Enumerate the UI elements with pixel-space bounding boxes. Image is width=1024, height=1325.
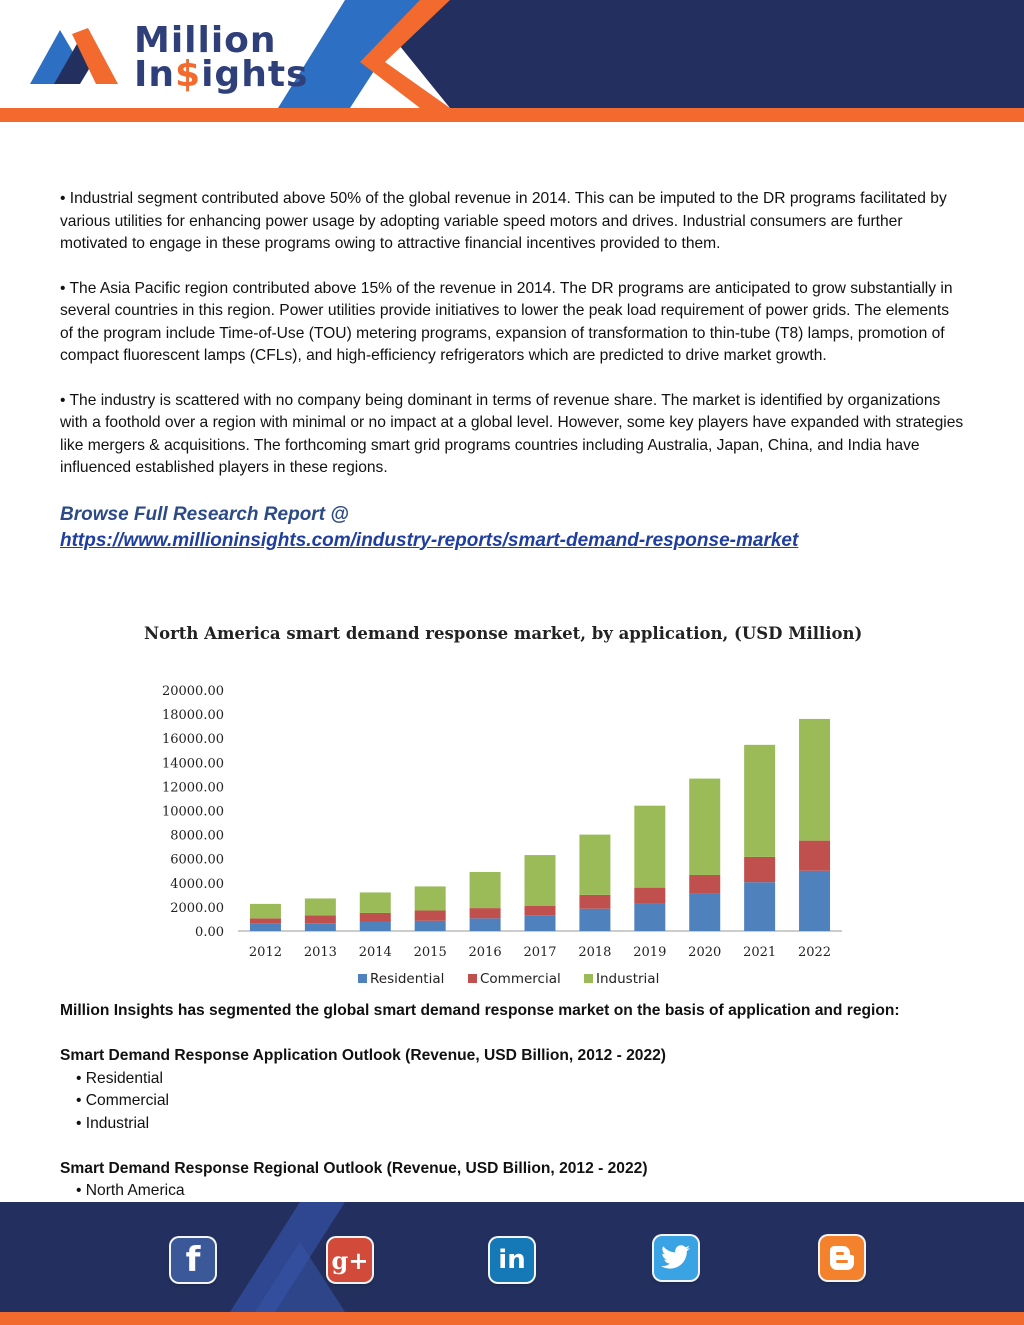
main-content: [60, 188, 965, 554]
x-tick-label: 2013: [303, 945, 337, 960]
bar-residential-2013: [305, 923, 336, 931]
y-tick-label: 20000.00: [161, 684, 224, 699]
bar-commercial-2019: [634, 888, 665, 904]
paragraph-industry: • The industry is scattered with no company being dominant in terms of revenue share. The market is identified by organizations with a foothold over a region with minimal or no impact at a global level. However, some key players have expanded with strategies like mergers & acquisitions. The forthcoming smart grid programs countries including Australia, Japan, China, and India have influenced established players in these regions.: [60, 391, 964, 476]
bar-industrial-2014: [360, 892, 391, 912]
logo-insights-suffix: ights: [201, 54, 309, 95]
x-tick-label: 2020: [688, 945, 722, 960]
x-tick-label: 2016: [468, 945, 502, 960]
bar-industrial-2019: [634, 806, 665, 888]
bar-industrial-2013: [305, 898, 336, 915]
regional-outlook-heading: Smart Demand Response Regional Outlook (Revenue, USD Billion, 2012 - 2022): [60, 1159, 648, 1177]
x-tick-label: 2019: [633, 945, 667, 960]
x-tick-label: 2022: [797, 945, 832, 960]
bar-residential-2016: [470, 918, 501, 931]
y-tick-label: 12000.00: [161, 780, 224, 796]
legend-label-industrial: Industrial: [596, 971, 660, 987]
bar-industrial-2020: [689, 779, 720, 875]
x-tick-label: 2015: [413, 945, 447, 960]
blogger-b-icon: [828, 1244, 856, 1272]
bar-industrial-2012: [250, 904, 281, 918]
y-tick-label: 0.00: [195, 925, 224, 940]
legend-label-commercial: Commercial: [480, 971, 561, 987]
y-tick-label: 18000.00: [161, 708, 224, 724]
bar-residential-2015: [415, 921, 446, 931]
bar-industrial-2016: [470, 872, 501, 908]
google-plus-icon[interactable]: g+: [328, 1238, 372, 1282]
bar-residential-2019: [634, 904, 665, 931]
bar-industrial-2022: [799, 719, 830, 841]
facebook-icon[interactable]: f: [171, 1238, 215, 1282]
y-tick-label: 16000.00: [161, 732, 224, 748]
page-footer: [0, 1202, 1024, 1325]
bar-residential-2012: [250, 924, 281, 931]
bar-residential-2018: [579, 909, 610, 931]
bar-residential-2014: [360, 922, 391, 931]
bar-residential-2017: [525, 915, 556, 931]
y-tick-label: 14000.00: [161, 756, 224, 772]
legend-swatch-residential: [358, 974, 367, 983]
bar-commercial-2014: [360, 913, 391, 922]
bar-commercial-2012: [250, 918, 281, 923]
bar-commercial-2018: [579, 895, 610, 909]
bar-commercial-2020: [689, 875, 720, 893]
bar-commercial-2022: [799, 841, 830, 871]
bar-commercial-2017: [525, 906, 556, 916]
browse-report: [60, 502, 965, 554]
browse-label: Browse Full Research Report @: [60, 503, 349, 525]
report-link[interactable]: https://www.millioninsights.com/industry-reports/smart-demand-response-market: [60, 529, 799, 551]
y-tick-label: 10000.00: [161, 804, 224, 820]
twitter-icon[interactable]: [654, 1236, 698, 1280]
bar-residential-2021: [744, 882, 775, 931]
y-tick-label: 8000.00: [170, 828, 224, 844]
x-tick-label: 2014: [358, 945, 392, 960]
logo-word-insights: [134, 54, 308, 95]
x-tick-label: 2017: [523, 945, 557, 960]
y-tick-label: 6000.00: [170, 852, 224, 868]
page-header: [0, 0, 1024, 122]
bar-residential-2022: [799, 871, 830, 931]
legend-label-residential: Residential: [370, 971, 445, 987]
bar-industrial-2018: [579, 835, 610, 895]
bar-commercial-2021: [744, 857, 775, 882]
y-tick-label: 4000.00: [170, 876, 224, 892]
chart-title: North America smart demand response market, by application, (USD Million): [144, 624, 863, 643]
list-item: • North America: [76, 1182, 185, 1199]
bar-industrial-2017: [525, 855, 556, 906]
paragraph-industrial: • Industrial segment contributed above 50% of the global revenue in 2014. This can be imputed to the DR programs facilitated by various utilities for enhancing power usage by adopting variable speed motors and drives. Industrial consumers are further motivated to engage in these programs owing to attractive financial incentives provided to them.: [60, 190, 947, 252]
chart-canvas: [130, 618, 900, 998]
blogger-icon[interactable]: [820, 1236, 864, 1280]
bar-commercial-2013: [305, 915, 336, 923]
x-tick-label: 2018: [578, 945, 612, 960]
application-outlook-heading: Smart Demand Response Application Outlook (Revenue, USD Billion, 2012 - 2022): [60, 1047, 666, 1064]
logo-dollar: $: [175, 54, 202, 95]
million-insights-logo: [30, 20, 309, 95]
y-tick-label: 2000.00: [170, 900, 224, 916]
bar-industrial-2021: [744, 745, 775, 857]
linkedin-icon[interactable]: in: [490, 1238, 534, 1282]
segmentation-intro: Million Insights has segmented the global smart demand response market on the basis of application and region:: [60, 1002, 900, 1019]
list-item: • Industrial: [76, 1114, 150, 1132]
legend-swatch-industrial: [584, 974, 593, 983]
logo-mountain-icon: [30, 24, 122, 88]
bar-commercial-2015: [415, 911, 446, 921]
x-tick-label: 2021: [743, 945, 777, 960]
x-tick-label: 2012: [248, 945, 283, 960]
stacked-bar-chart: [130, 618, 900, 998]
logo-word-million: Million: [134, 20, 277, 61]
bar-industrial-2015: [415, 886, 446, 910]
list-item: • Residential: [76, 1069, 163, 1087]
segmentation-section: [60, 1000, 965, 1203]
paragraph-asia-pacific: • The Asia Pacific region contributed above 15% of the revenue in 2014. The DR programs are anticipated to grow substantially in several countries in this region. Power utilities provide initiatives to lower the peak load requirement of power grids. The elements of the program include Time-of-Use (TOU) metering programs, expansion of transformation to thin-tube (T8) lamps, promotion of compact fluorescent lamps (CFLs), and high-efficiency refrigerators which are predicted to drive market growth.: [60, 279, 953, 364]
bar-commercial-2016: [470, 908, 501, 918]
logo-insights-prefix: In: [134, 54, 176, 95]
bar-residential-2020: [689, 893, 720, 931]
twitter-bird-icon: [661, 1245, 691, 1271]
legend-swatch-commercial: [468, 974, 477, 983]
list-item: • Commercial: [76, 1092, 169, 1109]
